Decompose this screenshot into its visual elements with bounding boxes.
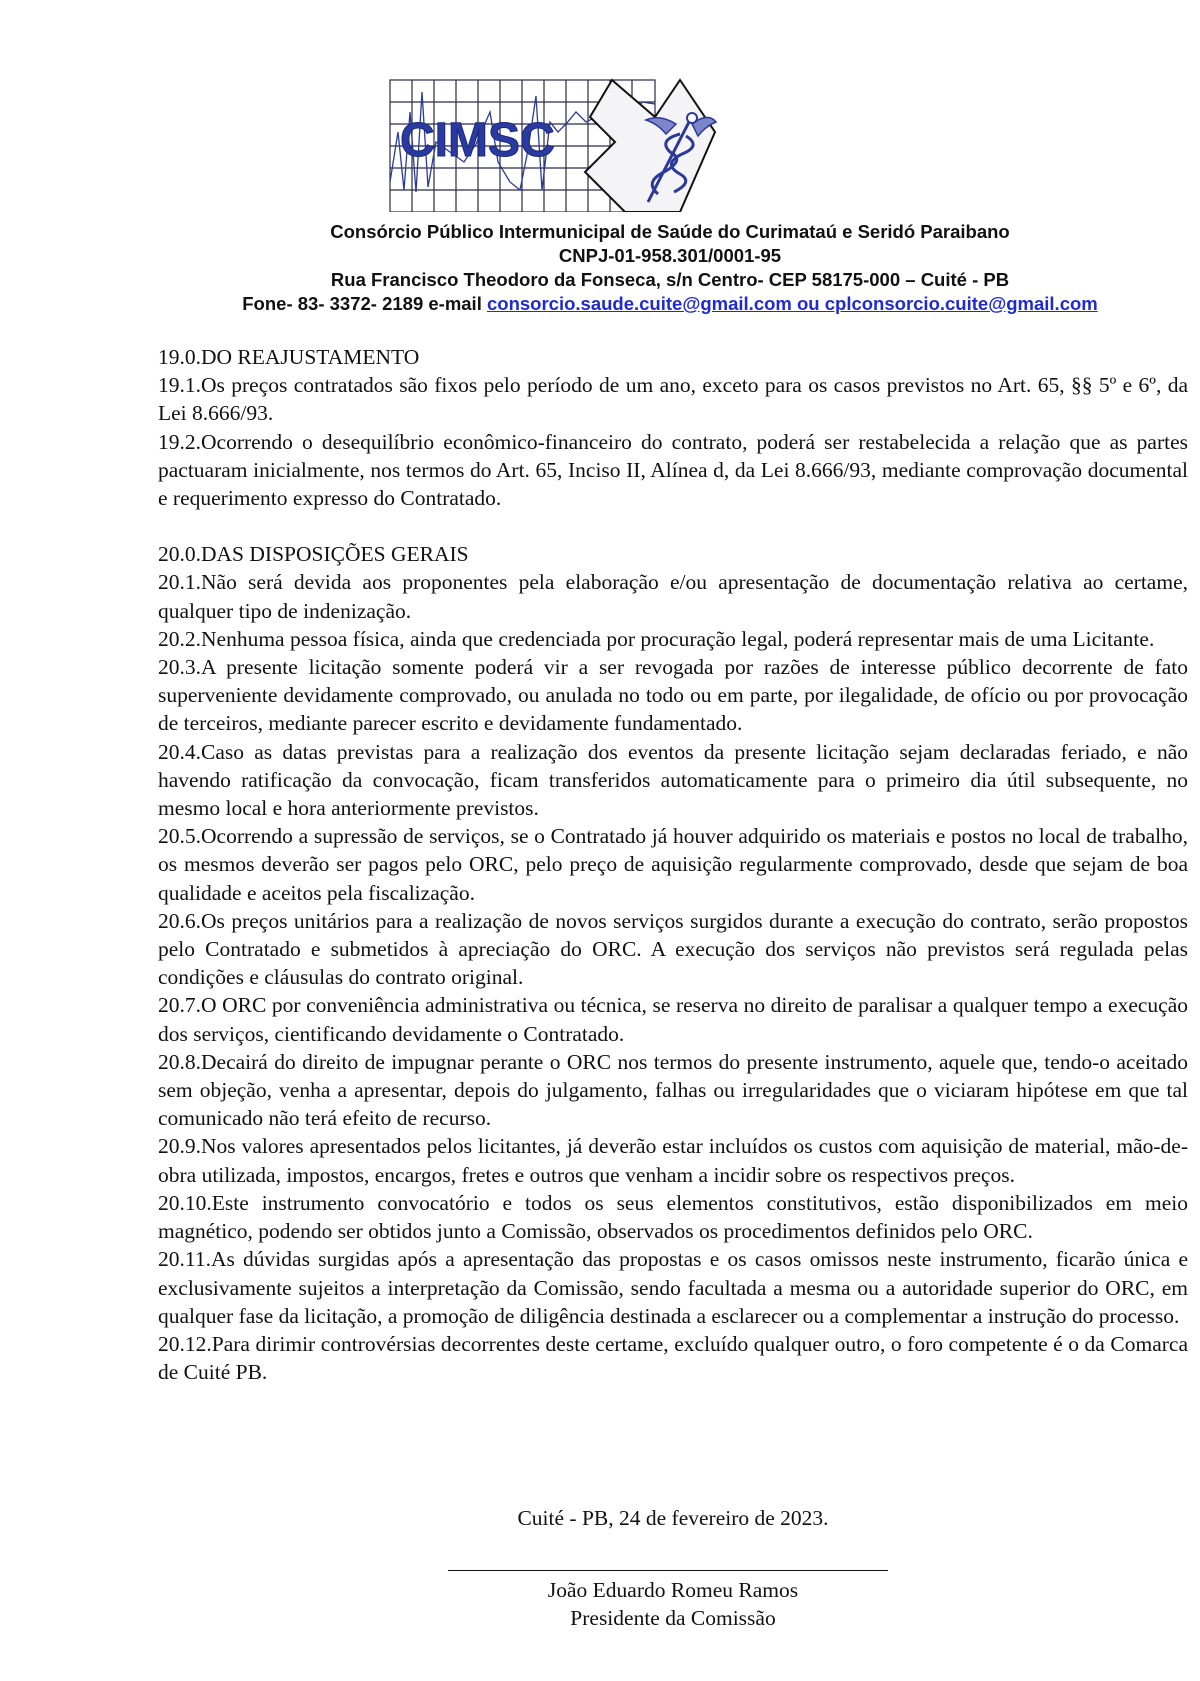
cimsc-logo [380,72,720,212]
cnpj: CNPJ-01-958.301/0001-95 [558,245,782,266]
section-title: 20.0.DAS DISPOSIÇÕES GERAIS [158,542,469,567]
signer-role: Presidente da Comissão [570,1606,776,1630]
clause-20-12: 20.12.Para dirimir controvérsias decorrentes deste certame, excluído qualquer outro, o foro competente é o da Comarca de Cuité PB. [158,1331,1188,1385]
phone-label: Fone- 83- 3372- 2189 e-mail [242,293,487,314]
clause-20-2: 20.2.Nenhuma pessoa física, ainda que credenciada por procuração legal, poderá representar mais de uma Licitante. [158,626,1155,651]
clause-20-7: 20.7.O ORC por conveniência administrativa ou técnica, se reserva no direito de paralisar a qualquer tempo a execução dos serviços, cientificando devidamente o Contratado. [158,993,1188,1046]
clause-20-6: 20.6.Os preços unitários para a realização de novos serviços surgidos durante a execução do contrato, serão propostos pelo Contratado e submetidos à apreciação do ORC. A execução dos serviços não previstos será regulada pelas condições e cláusulas do contrato original. [158,908,1188,990]
signer-name: João Eduardo Romeu Ramos [547,1578,799,1602]
place-date: Cuité - PB, 24 de fevereiro de 2023. [517,1506,829,1530]
section-19 [158,343,1188,512]
clause-20-4: 20.4.Caso as datas previstas para a realização dos eventos da presente licitação sejam declaradas feriado, e não havendo ratificação da convocação, ficam transferidos automaticamente para o primeiro dia útil subsequente, no mesmo local e hora anteriormente previstos. [158,739,1188,821]
email-link[interactable]: consorcio.saude.cuite@gmail.com ou cplconsorcio.cuite@gmail.com [486,293,1098,314]
contact-line [150,292,1190,316]
spacer [158,512,1188,540]
clause-20-8: 20.8.Decairá do direito de impugnar perante o ORC nos termos do presente instrumento, aquele que, tendo-o aceitado sem objeção, venha a apresentar, depois do julgamento, falhas ou irregularidades que o viciaram hipótese em que tal comunicado não terá efeito de recurso. [158,1049,1188,1131]
clause-19-2: 19.2.Ocorrendo o desequilíbrio econômico-financeiro do contrato, poderá ser restabelecida a relação que as partes pactuaram inicialmente, nos termos do Art. 65, Inciso II, Alínea d, da Lei 8.666/93, mediante comprovação documental e requerimento expresso do Contratado. [158,429,1188,511]
clause-20-10: 20.10.Este instrumento convocatório e todos os seus elementos constitutivos, estão disponibilizados em meio magnético, podendo ser obtidos junto a Comissão, observados os procedimentos definidos pelo ORC. [158,1190,1188,1244]
clause-20-9: 20.9.Nos valores apresentados pelos licitantes, já deverão estar incluídos os custos com aquisição de material, mão-de-obra utilizada, impostos, encargos, fretes e outros que venham a incidir sobre os respectivos preços. [158,1134,1188,1187]
clause-20-1: 20.1.Não será devida aos proponentes pela elaboração e/ou apresentação de documentação relativa ao certame, qualquer tipo de indenização. [158,570,1188,623]
clause-20-11: 20.11.As dúvidas surgidas após a apresentação das propostas e os casos omissos neste instrumento, ficarão única e exclusivamente sujeitos a interpretação da Comissão, sendo facultada a mesma ou a autoridade superior do ORC, em qualquer fase da licitação, a promoção de diligência destinada a esclarecer ou a complementar a instrução do processo. [158,1247,1188,1328]
org-name: Consórcio Público Intermunicipal de Saúde do Curimataú e Seridó Paraibano [330,221,1010,242]
letterhead [150,220,1190,316]
section-20 [158,540,1188,1386]
address: Rua Francisco Theodoro da Fonseca, s/n Centro- CEP 58175-000 – Cuité - PB [330,269,1010,290]
ecg-grid-caduceus-icon [380,72,720,212]
section-title: 19.0.DO REAJUSTAMENTO [158,345,420,369]
clause-19-1: 19.1.Os preços contratados são fixos pelo período de um ano, exceto para os casos previstos no Art. 65, §§ 5º e 6º, da Lei 8.666/93. [158,373,1188,426]
document-body [158,343,1188,1386]
svg-text:CIMSC: CIMSC [400,114,555,167]
signature-line [448,1570,888,1571]
clause-20-3: 20.3.A presente licitação somente poderá vir a ser revogada por razões de interesse público decorrente de fato superveniente devidamente comprovado, ou anulada no todo ou em parte, por ilegalidade, de ofício ou por provocação de terceiros, mediante parecer escrito e devidamente fundamentado. [158,655,1188,736]
clause-20-5: 20.5.Ocorrendo a supressão de serviços, se o Contratado já houver adquirido os materiais e postos no local de trabalho, os mesmos deverão ser pagos pelo ORC, pelo preço de aquisição regularmente comprovado, desde que sejam de boa qualidade e aceitos pela fiscalização. [158,824,1188,905]
